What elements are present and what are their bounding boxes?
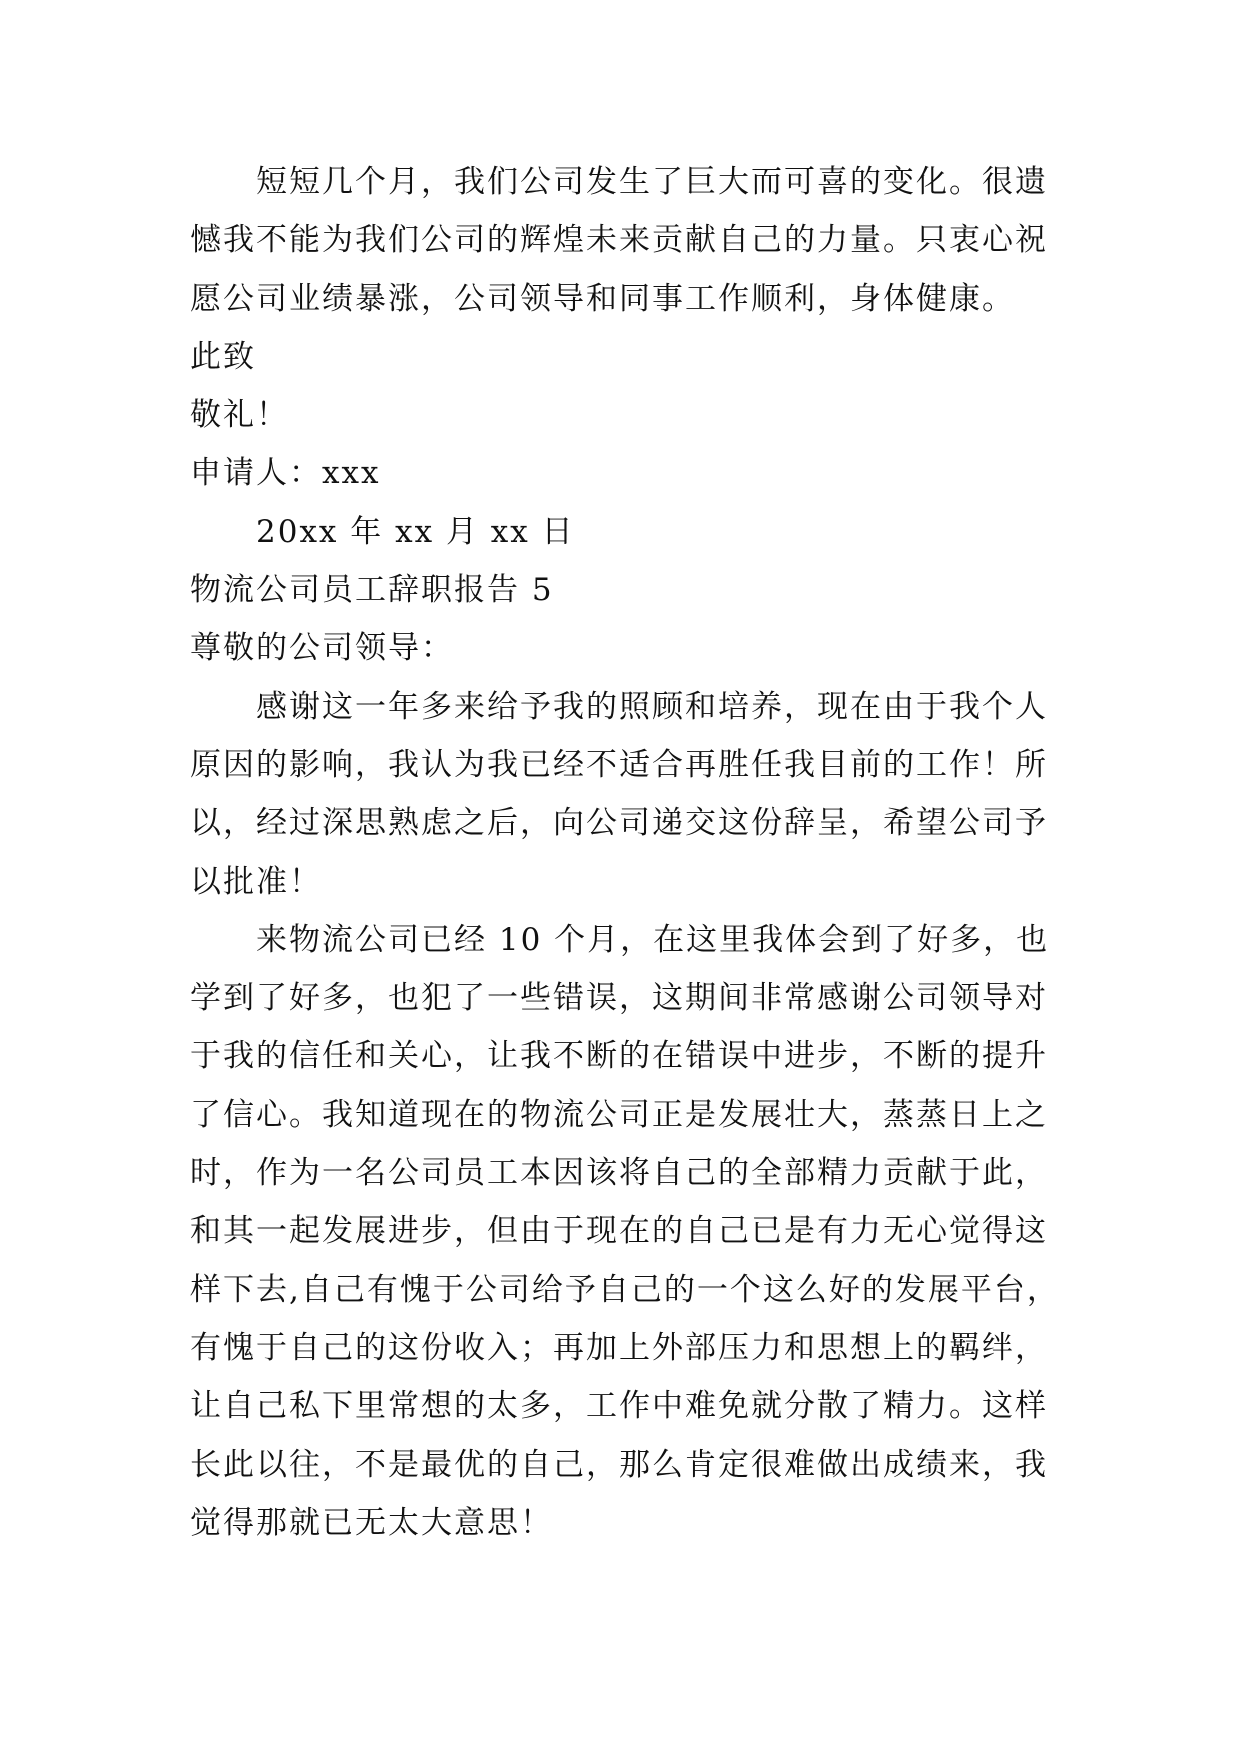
text-line: 以批准！ [190, 863, 322, 900]
text-line: 觉得那就已无太大意思！ [190, 1504, 553, 1541]
section-title: 物流公司员工辞职报告 5 [190, 572, 554, 609]
text-line: 长此以往，不是最优的自己，那么肯定很难做出成绩来，我 [190, 1446, 1048, 1483]
text-line: 短短几个月，我们公司发生了巨大而可喜的变化。很遗 [256, 164, 1048, 200]
date-line: 20xx 年 xx 月 xx 日 [256, 513, 575, 550]
text-line: 时，作为一名公司员工本因该将自己的全部精力贡献于此， [190, 1155, 1048, 1192]
text-line: 原因的影响，我认为我已经不适合再胜任我目前的工作！所 [190, 746, 1048, 783]
text-line: 愿公司业绩暴涨，公司领导和同事工作顺利，身体健康。 [190, 280, 1015, 317]
closing-regards: 敬礼！ [190, 397, 289, 434]
document-body [190, 153, 1060, 1552]
text-line: 了信心。我知道现在的物流公司正是发展壮大，蒸蒸日上之 [190, 1096, 1048, 1133]
text-line: 有愧于自己的这份收入；再加上外部压力和思想上的羁绊， [190, 1329, 1048, 1366]
greeting: 尊敬的公司领导： [190, 630, 454, 667]
text-line: 和其一起发展进步，但由于现在的自己已是有力无心觉得这 [190, 1213, 1048, 1250]
text-line: 感谢这一年多来给予我的照顾和培养，现在由于我个人 [256, 688, 1048, 725]
text-line: 学到了好多，也犯了一些错误，这期间非常感谢公司领导对 [190, 980, 1048, 1017]
text-line: 让自己私下里常想的太多，工作中难免就分散了精力。这样 [190, 1388, 1048, 1425]
applicant-signature: 申请人：xxx [190, 455, 381, 492]
text-line: 以，经过深思熟虑之后，向公司递交这份辞呈，希望公司予 [190, 805, 1048, 842]
closing-salutation: 此致 [190, 338, 256, 375]
text-line: 憾我不能为我们公司的辉煌未来贡献自己的力量。只衷心祝 [190, 222, 1048, 259]
text-line: 样下去,自己有愧于公司给予自己的一个这么好的发展平台， [190, 1271, 1060, 1308]
text-line: 来物流公司已经 10 个月，在这里我体会到了好多，也 [256, 921, 1050, 958]
text-line: 于我的信任和关心，让我不断的在错误中进步，不断的提升 [190, 1038, 1048, 1075]
